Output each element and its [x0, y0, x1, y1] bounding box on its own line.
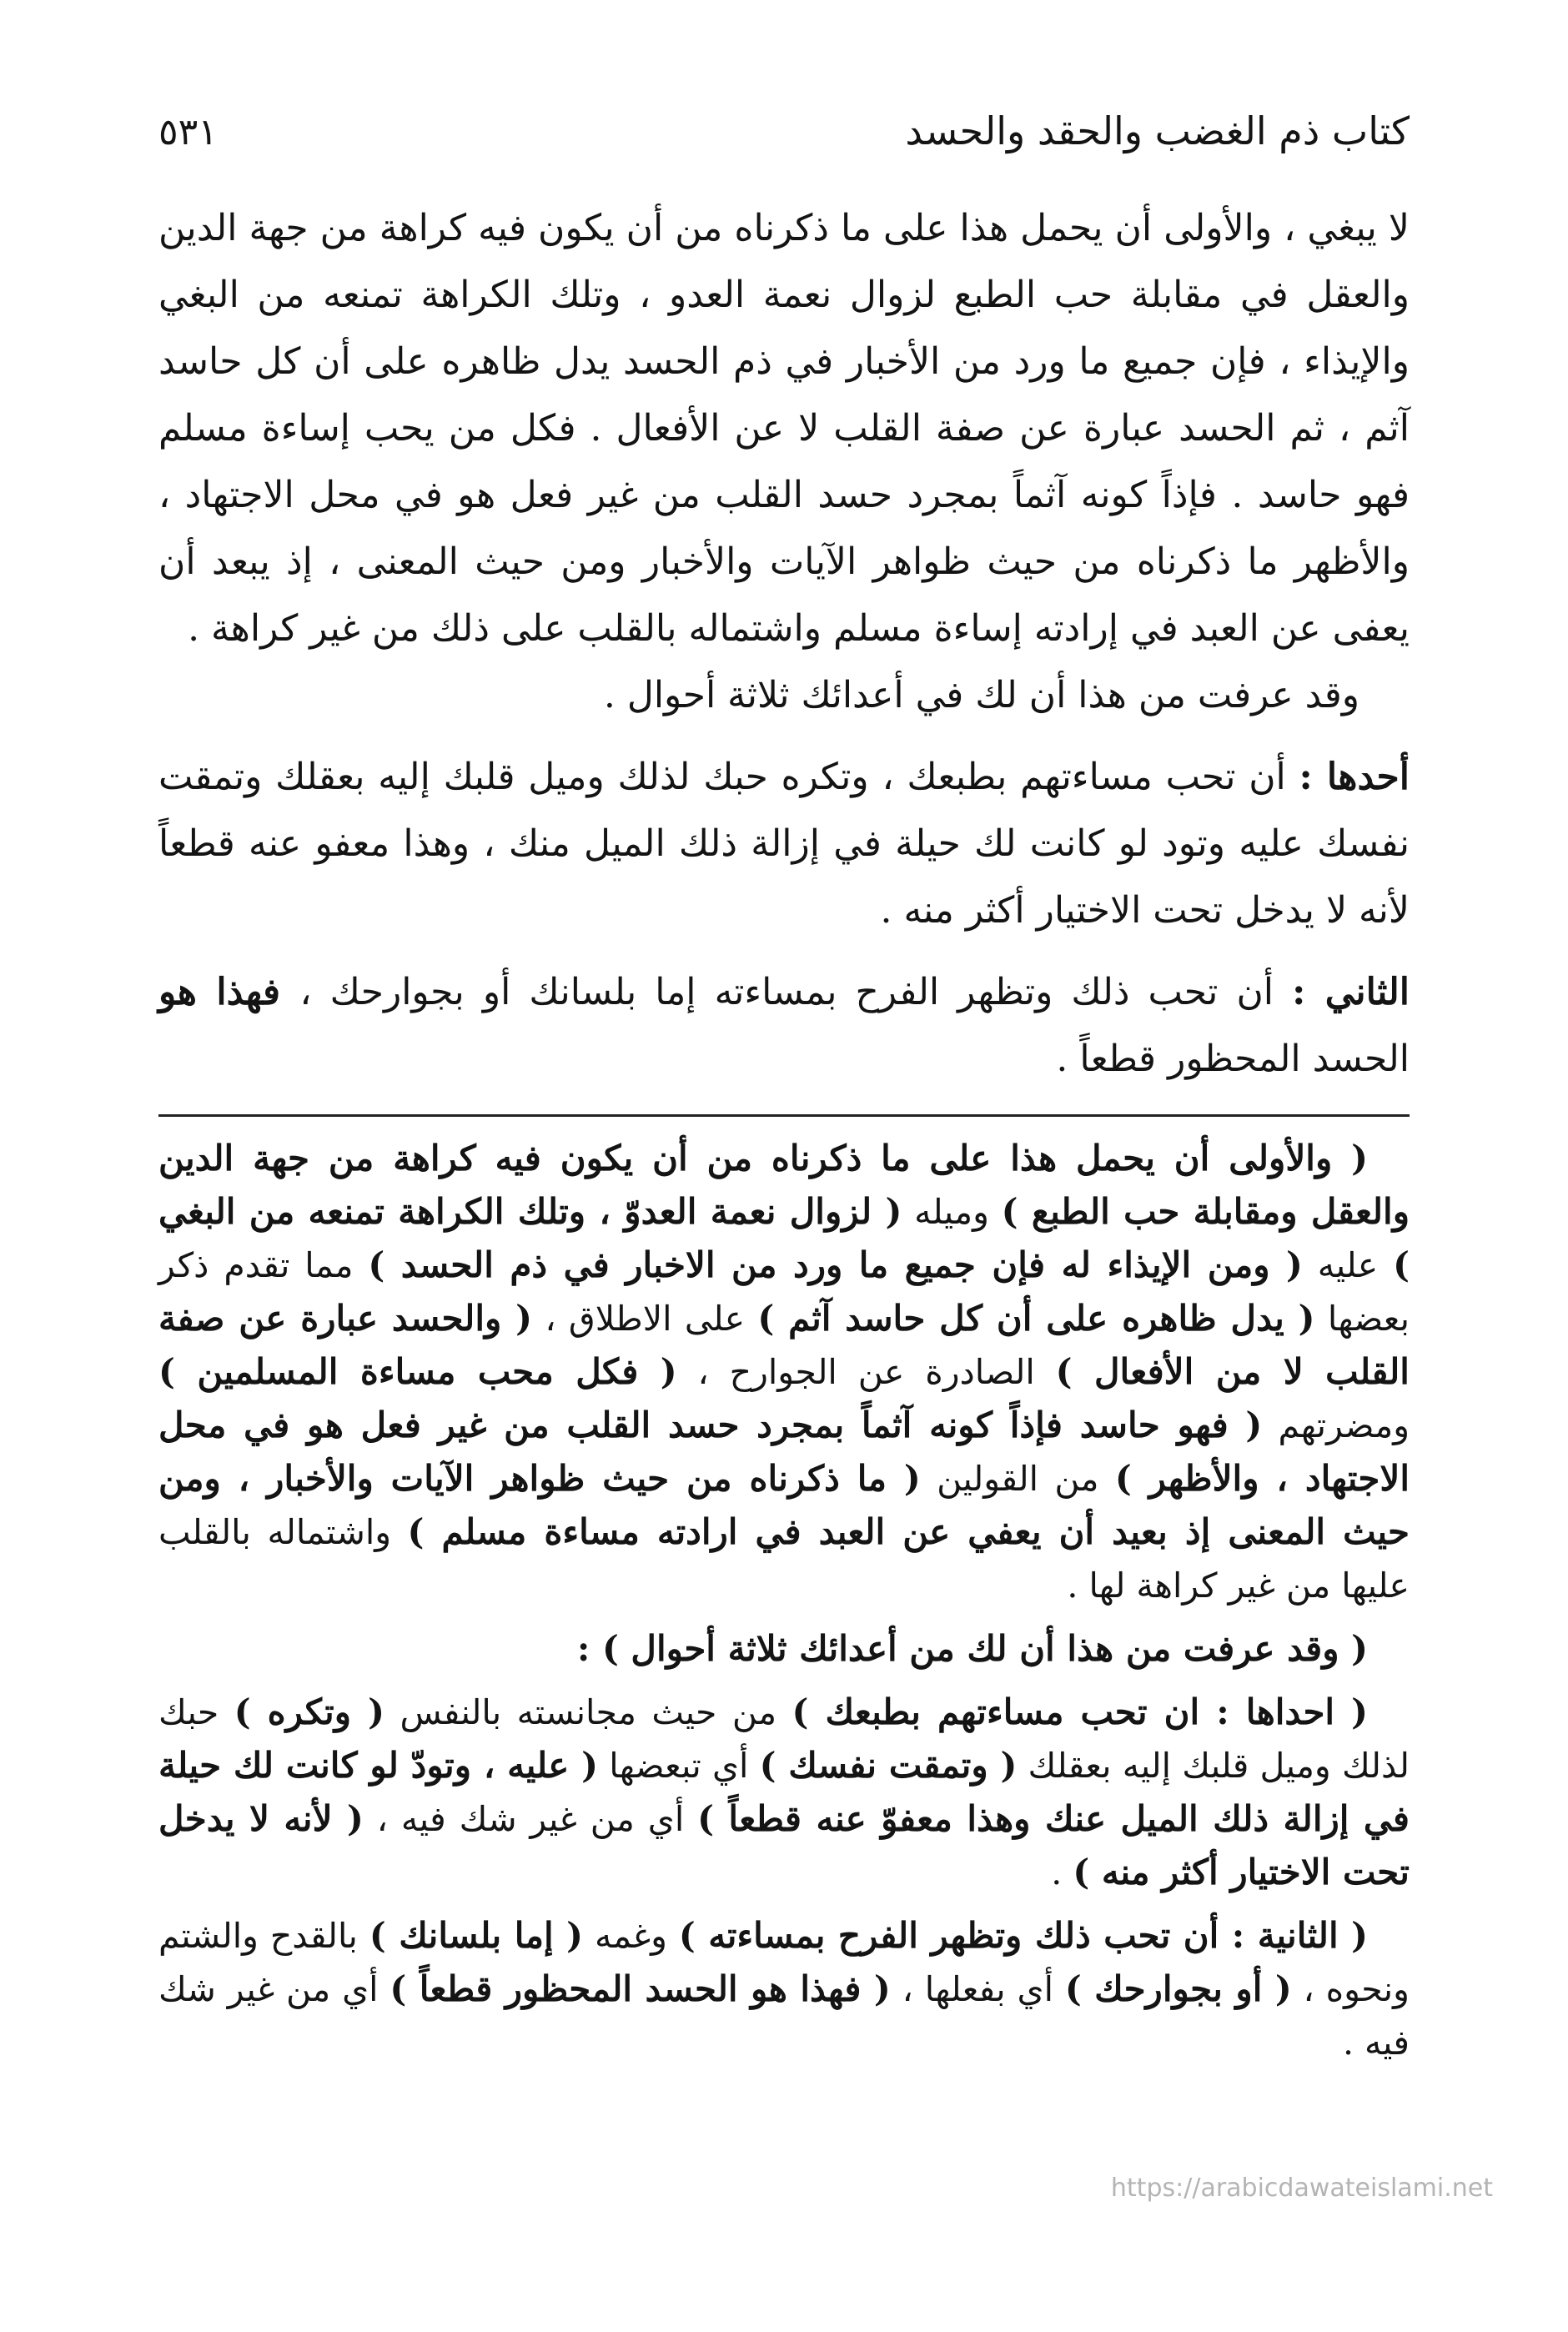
commentary-gloss: أي من غير شك فيه ،	[363, 1799, 698, 1839]
main-paragraph-2: وقد عرفت من هذا أن لك في أعدائك ثلاثة أحوال .	[603, 674, 1359, 716]
quoted-main-text: ( أو بجوارحك )	[1064, 1968, 1292, 2009]
commentary-gloss: عليه	[1302, 1245, 1394, 1285]
quoted-main-text: ( احداها : ان تحب مساءتهم بطبعك )	[792, 1691, 1369, 1732]
quoted-main-text: ( والحسد عبارة عن صفة القلب لا من الأفعال )	[158, 1298, 1410, 1392]
commentary-gloss: من حيث مجانسته بالنفس	[384, 1692, 792, 1732]
watermark-url: https://arabicdawateislami.net	[1110, 2174, 1493, 2203]
commentary-paragraph-2	[158, 1622, 1410, 1676]
page-number: ٥٣١	[158, 111, 218, 153]
commentary-paragraph-1	[158, 1132, 1410, 1612]
page-header	[158, 108, 1410, 167]
commentary-gloss: واشتماله بالقلب عليها من غير كراهة لها .	[158, 1512, 1410, 1606]
commentary-paragraph-3	[158, 1686, 1410, 1899]
commentary-gloss: أي من غير شك فيه .	[158, 1969, 1410, 2063]
commentary-gloss: ومضرتهم	[1262, 1405, 1410, 1445]
paragraph-4-bold: فهذا هو	[158, 971, 300, 1013]
footnote-divider	[158, 1114, 1410, 1117]
main-paragraph-3	[158, 744, 1410, 944]
commentary-2-text: ( وقد عرفت من هذا أن لك من أعدائك ثلاثة أحوال ) :	[576, 1628, 1368, 1669]
quoted-main-text: ( ومن الإيذاء له فإن جميع ما ورد من الاخبار في ذم الحسد )	[368, 1244, 1303, 1285]
quoted-main-text: ( إما بلسانك )	[369, 1915, 584, 1956]
quoted-main-text: ( والأولى أن يحمل هذا على ما ذكرناه من أن يكون فيه كراهة من جهة الدين والعقل ومقابلة حب الطبع )	[158, 1138, 1410, 1232]
commentary-gloss: أي تبعضها	[598, 1746, 760, 1786]
main-paragraph-4	[158, 959, 1410, 1093]
running-title: كتاب ذم الغضب والحقد والحسد	[905, 108, 1410, 153]
paragraph-3-text: أن تحب مساءتهم بطبعك ، وتكره حبك لذلك وميل قلبك إليه بعقلك وتمقت نفسك عليه وتود لو كانت لك حيلة في إزالة ذلك الميل منك ، وهذا معفو عنه قطعاً لأنه لا يدخل تحت الاختيار أكثر منه .	[158, 756, 1410, 932]
quoted-main-text: ( فهو حاسد فإذاً كونه آثماً بمجرد حسد القلب من غير فعل هو في محل الاجتهاد ، والأظهر )	[158, 1405, 1410, 1499]
commentary-gloss: على الاطلاق ،	[532, 1299, 758, 1339]
main-paragraph-1: لا يبغي ، والأولى أن يحمل هذا على ما ذكرناه من أن يكون فيه كراهة من جهة الدين والعقل في مقابلة حب الطبع لزوال نعمة العدو ، وتلك الكراهة تمنعه من البغي والإيذاء ، فإن جميع ما ورد من الأخبار في ذم الحسد يدل ظاهره على أن كل حاسد آثم ، ثم الحسد عبارة عن صفة القلب لا عن الأفعال . فكل من يحب إساءة مسلم فهو حاسد . فإذاً كونه آثماً بمجرد حسد القلب من غير فعل هو في محل الاجتهاد ، والأظهر ما ذكرناه من حيث ظواهر الآيات والأخبار ومن حيث المعنى ، إذ يبعد أن يعفى عن العبد في إرادته إساءة مسلم واشتماله بالقلب على ذلك من غير كراهة .	[158, 207, 1410, 650]
quoted-main-text: ( الثانية : أن تحب ذلك وتظهر الفرح بمساءته )	[678, 1915, 1369, 1956]
commentary-gloss: أي بفعلها ،	[890, 1969, 1065, 2009]
commentary-gloss: حبك لذلك وميل قلبك إليه بعقلك	[158, 1692, 1410, 1786]
paragraph-4-end: الحسد المحظور قطعاً .	[1056, 1038, 1410, 1080]
commentary-gloss: وميله	[902, 1192, 1002, 1232]
commentary-gloss: مما تقدم ذكر بعضها	[158, 1245, 1410, 1339]
paragraph-4-text: أن تحب ذلك وتظهر الفرح بمساءته إما بلسانك أو بجوارحك ،	[299, 971, 1293, 1013]
paragraph-4-label: الثاني :	[1292, 971, 1410, 1013]
commentary-paragraph-4	[158, 1909, 1410, 2069]
quoted-main-text: ( عليه ، وتودّ لو كانت لك حيلة في إزالة ذلك الميل عنك وهذا معفوّ عنه قطعاً )	[158, 1745, 1410, 1839]
commentary-gloss: من القولين	[920, 1459, 1115, 1499]
commentary-gloss: بالقدح والشتم ونحوه ،	[158, 1916, 1410, 2009]
commentary	[158, 1132, 1410, 2069]
commentary-gloss: .	[1051, 1852, 1073, 1892]
quoted-main-text: ( لزوال نعمة العدوّ ، وتلك الكراهة تمنعه من البغي )	[158, 1191, 1410, 1285]
commentary-gloss: وغمه	[583, 1916, 679, 1956]
quoted-main-text: ( فهذا هو الحسد المحظور قطعاً )	[389, 1968, 891, 2009]
quoted-main-text: ( يدل ظاهره على أن كل حاسد آثم )	[757, 1298, 1315, 1339]
quoted-main-text: ( ما ذكرناه من حيث ظواهر الآيات والأخبار ، ومن حيث المعنى إذ بعيد أن يعفي عن العبد في ارادته مساءة مسلم )	[158, 1458, 1410, 1552]
commentary-gloss: الصادرة عن الجوارح ،	[676, 1352, 1056, 1392]
quoted-main-text: ( وتكره )	[234, 1691, 384, 1732]
paragraph-3-label: أحدها :	[1299, 756, 1410, 798]
main-text	[158, 195, 1410, 1093]
quoted-main-text: ( وتمقت نفسك )	[759, 1745, 1018, 1786]
quoted-main-text: ( فكل محب مساءة المسلمين )	[158, 1351, 677, 1392]
quoted-main-text: ( لأنه لا يدخل تحت الاختيار أكثر منه )	[158, 1798, 1410, 1892]
